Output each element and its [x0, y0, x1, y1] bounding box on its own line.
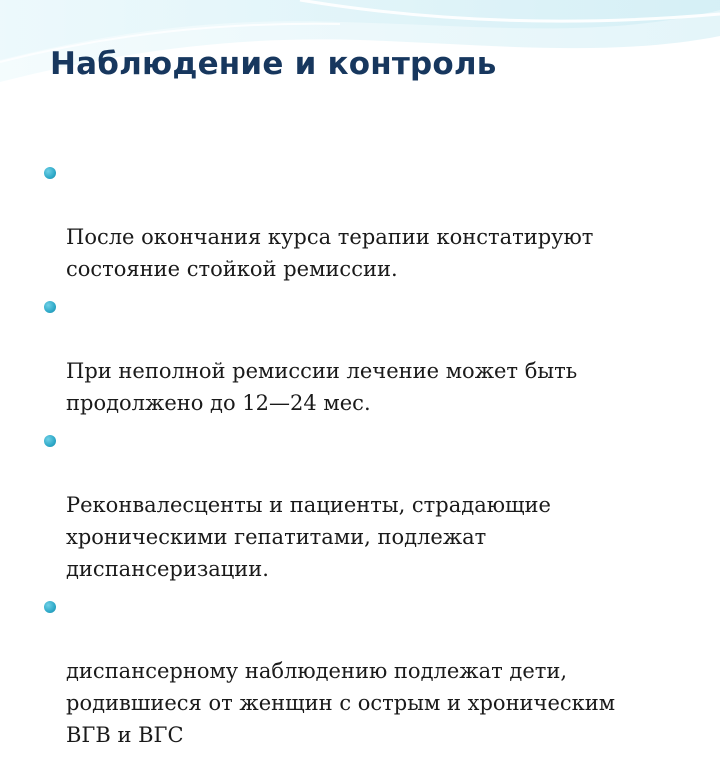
- list-item-text: диспансерному наблюдению подлежат дети, родившиеся от женщин с острым и хроническим ВГВ и ВГС: [66, 659, 616, 747]
- list-item-text: При неполной ремиссии лечение может быть продолжено до 12—24 мес.: [66, 359, 578, 415]
- list-item: [44, 157, 694, 285]
- bullet-list: [44, 157, 694, 757]
- list-item: [44, 425, 694, 585]
- slide-title: Наблюдение и контроль: [50, 46, 497, 82]
- bullet-dot-icon: [44, 601, 56, 613]
- bullet-dot-icon: [44, 435, 56, 447]
- list-item: [44, 591, 694, 751]
- bullet-dot-icon: [44, 301, 56, 313]
- list-item: [44, 291, 694, 419]
- bullet-dot-icon: [44, 167, 56, 179]
- list-item-text: Реконвалесценты и пациенты, страдающие хроническими гепатитами, подлежат диспансеризации.: [66, 493, 551, 581]
- list-item-text: После окончания курса терапии констатируют состояние стойкой ремиссии.: [66, 225, 594, 281]
